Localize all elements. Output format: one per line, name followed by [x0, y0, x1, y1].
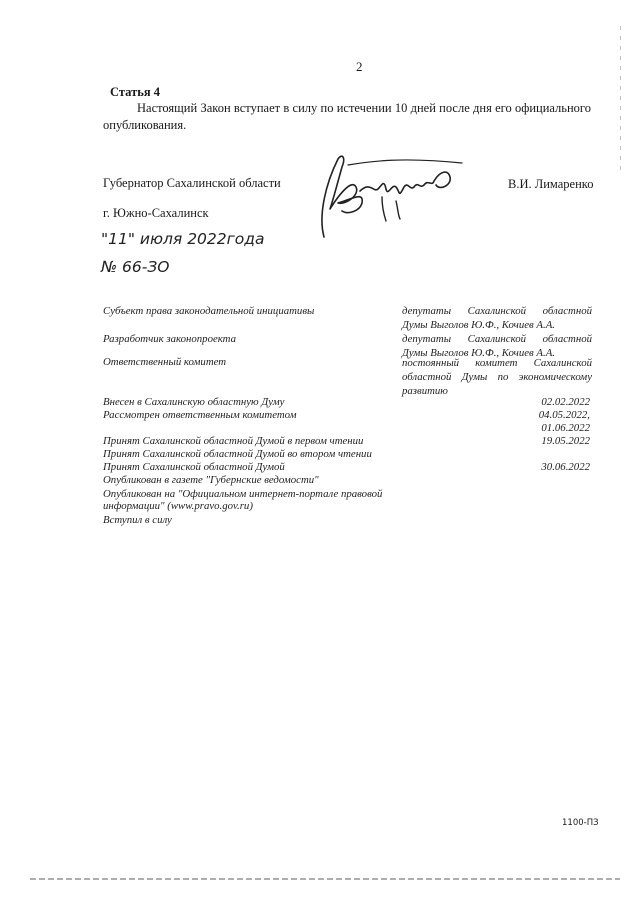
- history-date: 30.06.2022: [541, 461, 590, 473]
- article-body: Настоящий Закон вступает в силу по истечении 10 дней после дня его официального опубликования.: [103, 101, 591, 132]
- history-label: Внесен в Сахалинскую областную Думу: [103, 396, 285, 408]
- meta-label-initiative: Субъект права законодательной инициативы: [103, 305, 315, 317]
- signature-image: [312, 145, 472, 245]
- meta-value-line: депутаты Сахалинской областной: [402, 333, 592, 345]
- scan-edge-artifact: [30, 878, 620, 880]
- history-label: Опубликован на "Официальном интернет-портале правовой: [103, 488, 383, 500]
- meta-value-line: областной Думы по экономическому: [402, 371, 592, 383]
- law-number: № 66-ЗО: [101, 258, 170, 276]
- city: г. Южно-Сахалинск: [103, 206, 209, 220]
- meta-value-line: Думы Выголов Ю.Ф., Кочиев А.А.: [402, 319, 555, 331]
- signatory-title: Губернатор Сахалинской области: [103, 176, 281, 190]
- meta-value-line: Думы Выголов Ю.Ф., Кочиев А.А.: [402, 347, 555, 359]
- history-date: 19.05.2022: [541, 435, 590, 447]
- signatory-name: В.И. Лимаренко: [508, 177, 594, 191]
- history-label: Опубликован в газете "Губернские ведомости": [103, 474, 319, 486]
- history-date: 02.02.2022: [541, 396, 590, 408]
- article-title: Статья 4: [110, 85, 160, 99]
- meta-label-committee: Ответственный комитет: [103, 356, 227, 368]
- handwritten-date: "11" июля 2022года: [101, 230, 265, 248]
- history-label: Вступил в силу: [103, 514, 172, 526]
- history-label: Принят Сахалинской областной Думой: [103, 461, 285, 473]
- meta-value-initiative: [402, 304, 592, 332]
- page-number: 2: [356, 59, 363, 74]
- meta-value-committee: [402, 356, 592, 398]
- meta-value-line: депутаты Сахалинской областной: [402, 305, 592, 317]
- history-label: Рассмотрен ответственным комитетом: [103, 409, 297, 421]
- history-label: информации" (www.pravo.gov.ru): [103, 500, 253, 512]
- history-label: Принят Сахалинской областной Думой во втором чтении: [103, 448, 372, 460]
- scan-edge-artifact: [620, 20, 621, 170]
- meta-value-line: развитию: [402, 385, 448, 397]
- history-label: Принят Сахалинской областной Думой в первом чтении: [103, 435, 364, 447]
- meta-value-line: постоянный комитет Сахалинской: [402, 357, 592, 369]
- history-date: 04.05.2022,: [538, 409, 590, 421]
- history-date: 01.06.2022: [541, 422, 590, 434]
- meta-label-developer: Разработчик законопроекта: [103, 333, 236, 345]
- footer-code: 1100-ПЗ: [562, 818, 599, 828]
